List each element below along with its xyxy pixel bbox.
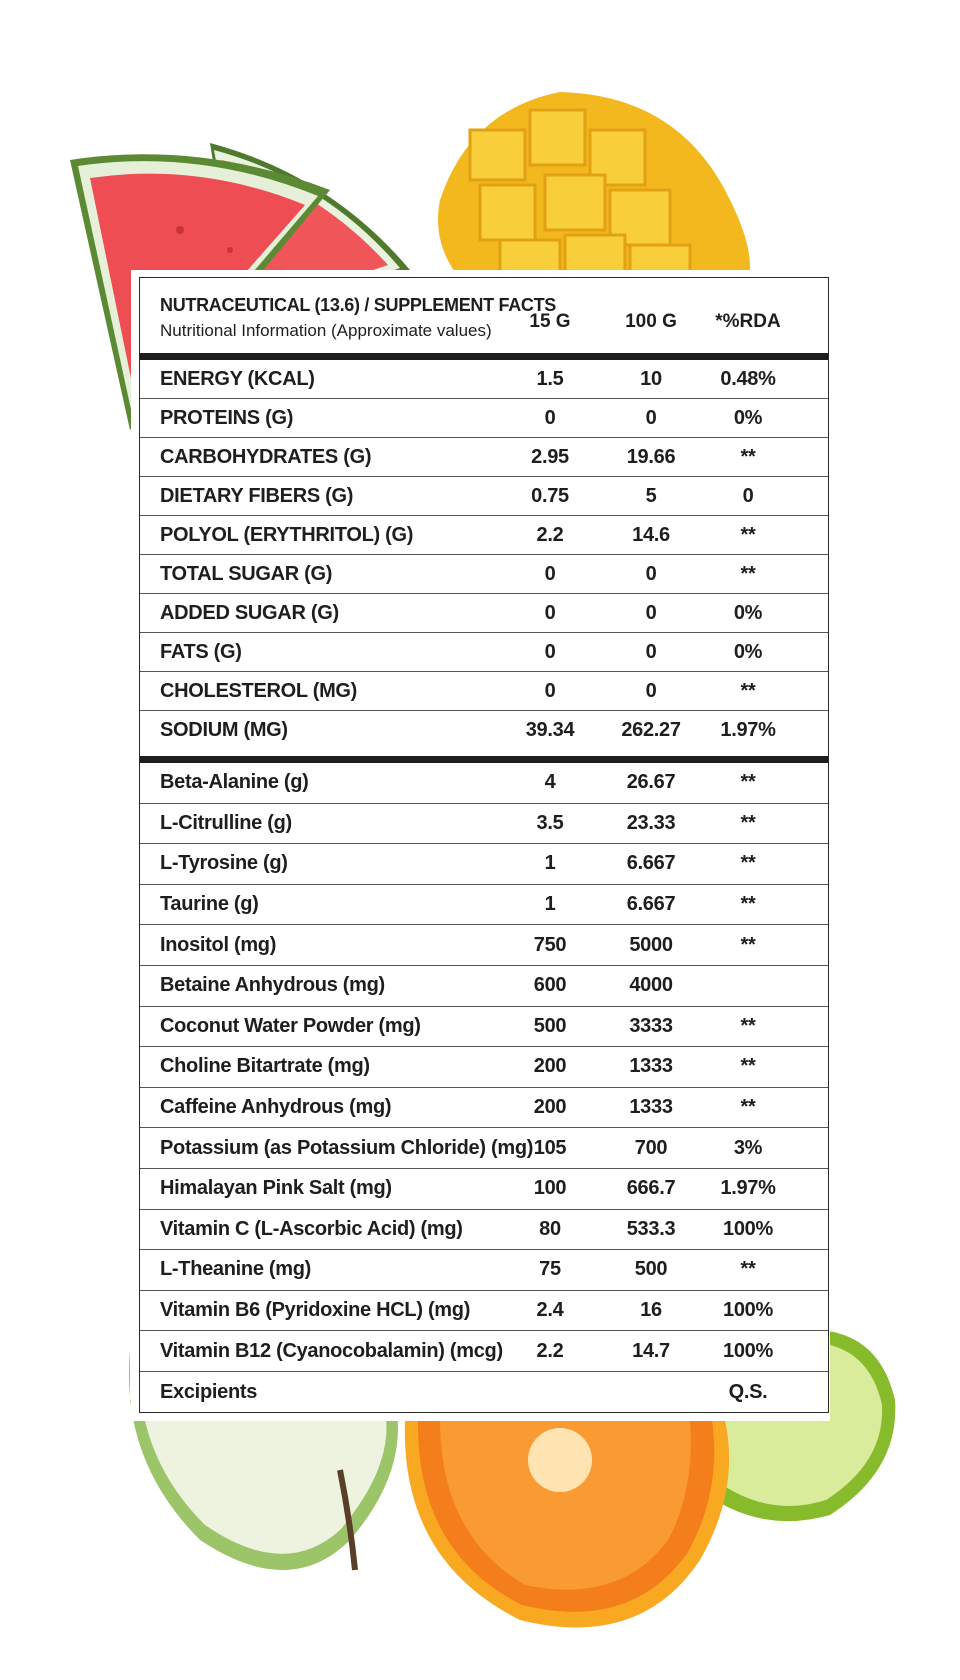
value-15g: 39.34 [525,719,575,741]
value-rda: ** [740,1055,756,1078]
value-rda: ** [740,811,756,834]
value-rda: 3% [733,1136,763,1159]
value-15g: 1.5 [536,367,564,390]
table-row [140,633,828,672]
table-row [140,1372,828,1413]
value-100g: 1333 [629,1055,673,1078]
value-100g: 5000 [629,933,673,956]
table-row [140,438,828,477]
value-rda: 0.48% [720,367,776,390]
row-label: ENERGY (KCAL) [160,367,315,390]
table-row [140,1007,828,1048]
row-label: L-Citrulline (g) [160,811,292,834]
section-divider [140,756,828,763]
value-100g: 0 [645,562,657,585]
orange-image [405,1420,729,1628]
value-rda: ** [740,933,756,956]
row-label: ADDED SUGAR (G) [160,601,339,624]
value-100g: 1333 [629,1096,673,1119]
table-row [140,399,828,438]
value-rda: 0% [733,640,763,663]
row-label: L-Theanine (mg) [160,1258,312,1281]
value-15g: 600 [533,974,567,997]
value-15g: 3.5 [536,811,564,834]
row-label: L-Tyrosine (g) [160,852,288,875]
value-15g: 75 [539,1258,561,1281]
value-15g: 100 [533,1177,567,1200]
column-header-rda: *%RDA [715,311,781,332]
table-row [140,1331,828,1372]
table-row [140,763,828,804]
value-100g: 0 [645,640,657,663]
value-100g: 0 [645,601,657,624]
value-100g: 4000 [629,974,673,997]
row-label: Caffeine Anhydrous (mg) [160,1096,392,1119]
value-rda: Q.S. [728,1380,768,1403]
value-rda: 100% [723,1339,773,1362]
row-label: CARBOHYDRATES (G) [160,445,372,468]
value-rda: ** [740,679,756,702]
value-rda: 100% [723,1217,773,1240]
table-subtitle: Nutritional Information (Approximate values) [160,321,492,340]
value-100g: 3333 [629,1014,673,1037]
row-label: Coconut Water Powder (mg) [160,1014,421,1037]
value-rda: ** [740,562,756,585]
table-row [140,555,828,594]
row-label: FATS (G) [160,640,242,663]
value-100g: 0 [645,679,657,702]
table-row [140,1128,828,1169]
value-rda: 0 [742,484,754,507]
row-label: Vitamin C (L-Ascorbic Acid) (mg) [160,1217,463,1240]
row-label: POLYOL (ERYTHRITOL) (G) [160,523,414,546]
value-100g: 500 [634,1258,668,1281]
row-label: Vitamin B12 (Cyanocobalamin) (mcg) [160,1339,503,1362]
value-rda: ** [740,445,756,468]
column-header-15g: 15 G [529,311,571,332]
row-label: Potassium (as Potassium Chloride) (mg) [160,1136,534,1159]
table-row [140,1250,828,1291]
value-100g: 23.33 [626,811,676,834]
value-15g: 1 [544,852,556,875]
value-100g: 700 [634,1136,668,1159]
table-row [140,844,828,885]
supplement-facts-table [139,277,829,1413]
value-100g: 0 [645,406,657,429]
table-row [140,1047,828,1088]
value-100g: 19.66 [626,445,676,468]
row-label: Taurine (g) [160,893,259,916]
mango-image [438,92,750,290]
value-100g: 26.67 [626,771,676,794]
table-row [140,516,828,555]
table-row [140,1169,828,1210]
value-15g: 500 [533,1014,567,1037]
value-100g [601,1372,701,1413]
value-15g: 750 [533,933,567,956]
value-100g: 14.7 [632,1339,670,1362]
table-row [140,966,828,1007]
value-15g: 0 [544,640,556,663]
value-15g: 200 [533,1055,567,1078]
row-label: Himalayan Pink Salt (mg) [160,1177,392,1200]
value-100g: 6.667 [626,852,676,875]
value-15g: 2.2 [536,1339,564,1362]
row-label: Betaine Anhydrous (mg) [160,974,385,997]
value-15g: 0 [544,601,556,624]
value-rda: 0% [733,601,763,624]
row-label: PROTEINS (G) [160,406,294,429]
value-rda [698,966,798,1006]
value-rda: 0% [733,406,763,429]
column-header-100g: 100 G [625,311,677,332]
table-row [140,1210,828,1251]
value-15g [505,1372,595,1413]
value-rda: ** [740,1258,756,1281]
table-title: NUTRACEUTICAL (13.6) / SUPPLEMENT FACTS [160,295,556,315]
row-label: DIETARY FIBERS (G) [160,484,354,507]
row-label: Choline Bitartrate (mg) [160,1055,370,1078]
value-15g: 0 [544,406,556,429]
table-row [140,804,828,845]
table-row [140,885,828,926]
row-label: Beta-Alanine (g) [160,771,309,794]
value-15g: 2.2 [536,523,564,546]
value-15g: 0 [544,562,556,585]
table-header [140,278,828,353]
value-100g: 666.7 [626,1177,676,1200]
value-rda: ** [740,893,756,916]
table-row [140,1088,828,1129]
row-label: Vitamin B6 (Pyridoxine HCL) (mg) [160,1299,471,1322]
value-15g: 0.75 [531,484,569,507]
value-15g: 2.4 [536,1299,564,1322]
value-100g: 262.27 [621,719,681,741]
header-divider [140,353,828,360]
value-rda: 1.97% [720,1177,776,1200]
value-rda: 100% [723,1299,773,1322]
value-100g: 14.6 [632,523,670,546]
value-100g: 16 [640,1299,662,1322]
table-row [140,672,828,711]
table-row [140,925,828,966]
row-label: CHOLESTEROL (MG) [160,679,358,702]
table-row [140,594,828,633]
row-label: SODIUM (MG) [160,719,288,741]
value-rda: 1.97% [720,719,776,741]
value-100g: 6.667 [626,893,676,916]
value-15g: 1 [544,893,556,916]
table-row [140,1291,828,1332]
row-label: Inositol (mg) [160,933,277,956]
value-15g: 80 [539,1217,561,1240]
value-15g: 200 [533,1096,567,1119]
value-rda: ** [740,771,756,794]
value-15g: 0 [544,679,556,702]
row-label: Excipients [160,1380,258,1403]
value-15g: 2.95 [531,445,569,468]
table-row [140,477,828,516]
table-row [140,711,828,750]
value-rda: ** [740,1096,756,1119]
value-rda: ** [740,852,756,875]
value-rda: ** [740,523,756,546]
row-label: TOTAL SUGAR (G) [160,562,333,585]
value-100g: 5 [645,484,657,507]
table-row [140,360,828,399]
value-15g: 4 [544,771,556,794]
value-rda: ** [740,1014,756,1037]
value-15g: 105 [533,1136,567,1159]
value-100g: 10 [640,367,662,390]
value-100g: 533.3 [626,1217,676,1240]
